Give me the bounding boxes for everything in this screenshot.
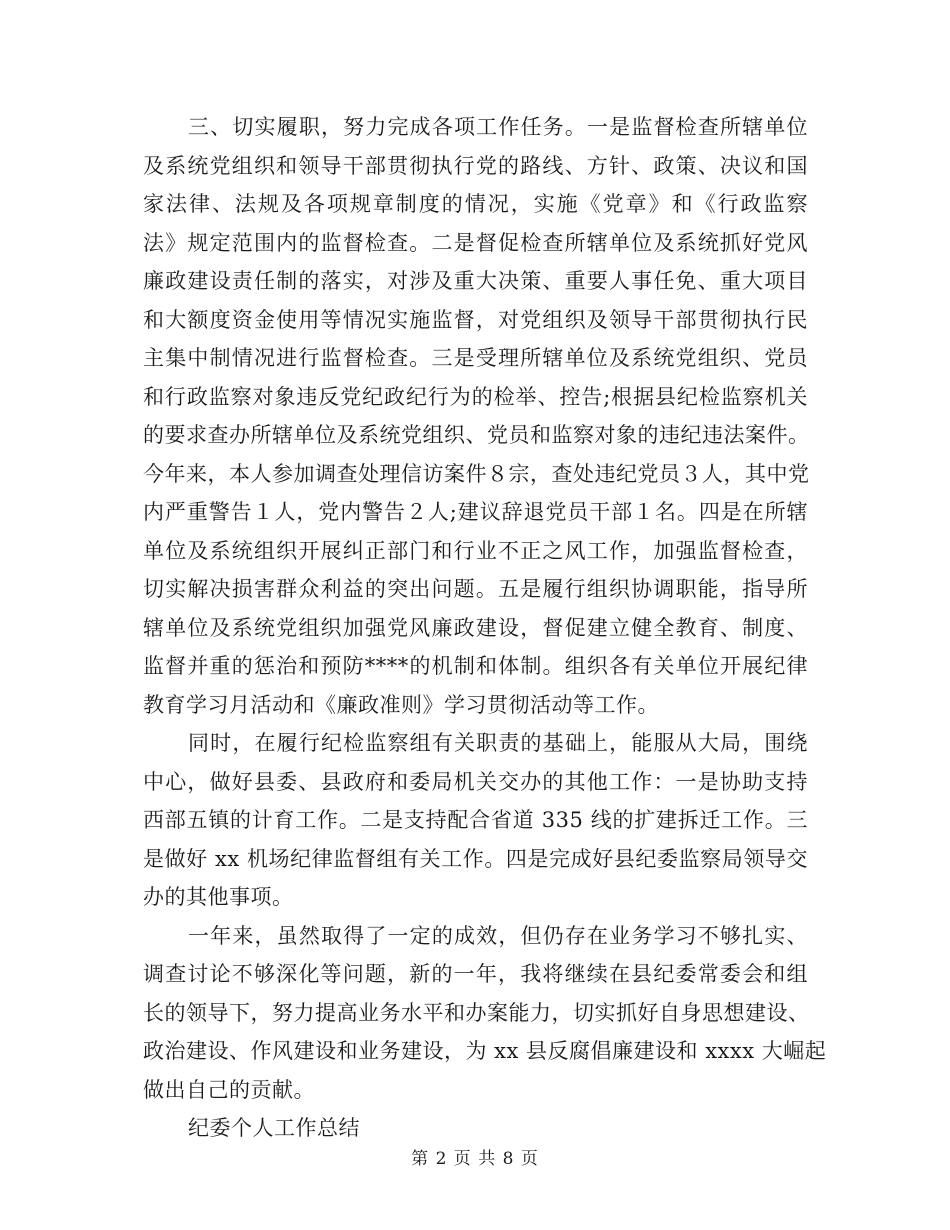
text-line: 纪委个人工作总结 xyxy=(188,1116,360,1140)
text-line: 切实解决损害群众利益的突出问题。五是履行组织协调职能，指导所 xyxy=(143,577,808,601)
text-line: 教育学习月活动和《廉政准则》学习贯彻活动等工作。 xyxy=(143,692,659,717)
text-line: 西部五镇的计育工作。二是支持配合省道 335 线的扩建拆迁工作。三 xyxy=(143,808,808,832)
text-line: 政治建设、作风建设和业务建设，为 xx 县反腐倡廉建设和 xxxx 大崛起 xyxy=(143,1039,827,1063)
text-line: 今年来，本人参加调查处理信访案件８宗，查处违纪党员３人，其中党 xyxy=(143,461,810,486)
text-line: 单位及系统组织开展纠正部门和行业不正之风工作，加强监督检查， xyxy=(143,538,808,563)
text-line: 调查讨论不够深化等问题，新的一年，我将继续在县纪委常委会和组 xyxy=(143,962,808,986)
text-line: 做出自己的贡献。 xyxy=(143,1077,315,1102)
text-line: 的要求查办所辖单位及系统党组织、党员和监察对象的违纪违法案件。 xyxy=(143,423,810,447)
text-line: 辖单位及系统党组织加强党风廉政建设，督促建立健全教育、制度、 xyxy=(143,615,808,640)
text-line: 主集中制情况进行监督检查。三是受理所辖单位及系统党组织、党员 xyxy=(143,346,808,370)
text-line: 法》规定范围内的监督检查。二是督促检查所辖单位及系统抓好党风 xyxy=(143,230,808,255)
text-line: 中心，做好县委、县政府和委局机关交办的其他工作：一是协助支持 xyxy=(143,769,808,794)
text-line: 长的领导下，努力提高业务水平和办案能力，切实抓好自身思想建设、 xyxy=(143,1000,810,1025)
text-line: 及系统党组织和领导干部贯彻执行党的路线、方针、政策、决议和国 xyxy=(143,153,808,178)
text-line: 办的其他事项。 xyxy=(143,885,294,909)
page-number-footer: 第 2 页 共 8 页 xyxy=(411,1149,539,1169)
text-line: 一年来，虽然取得了一定的成效，但仍存在业务学习不够扎实、 xyxy=(188,923,808,948)
text-line: 三、切实履职，努力完成各项工作任务。一是监督检查所辖单位 xyxy=(188,115,808,139)
text-line: 是做好 xx 机场纪律监督组有关工作。四是完成好县纪委监察局领导交 xyxy=(143,846,808,871)
document-body xyxy=(143,108,827,1148)
text-line: 同时，在履行纪检监察组有关职责的基础上，能服从大局，围绕 xyxy=(188,731,808,755)
text-line: 监督并重的惩治和预防****的机制和体制。组织各有关单位开展纪律 xyxy=(143,654,808,678)
text-line: 和行政监察对象违反党纪政纪行为的检举、控告;根据县纪检监察机关 xyxy=(143,384,808,409)
text-line: 和大额度资金使用等情况实施监督，对党组织及领导干部贯彻执行民 xyxy=(143,307,808,332)
text-line: 内严重警告１人，党内警告２人;建议辞退党员干部１名。四是在所辖 xyxy=(143,500,808,524)
text-line: 廉政建设责任制的落实，对涉及重大决策、重要人事任免、重大项目 xyxy=(143,269,808,293)
text-line: 家法律、法规及各项规章制度的情况，实施《党章》和《行政监察 xyxy=(143,192,808,216)
